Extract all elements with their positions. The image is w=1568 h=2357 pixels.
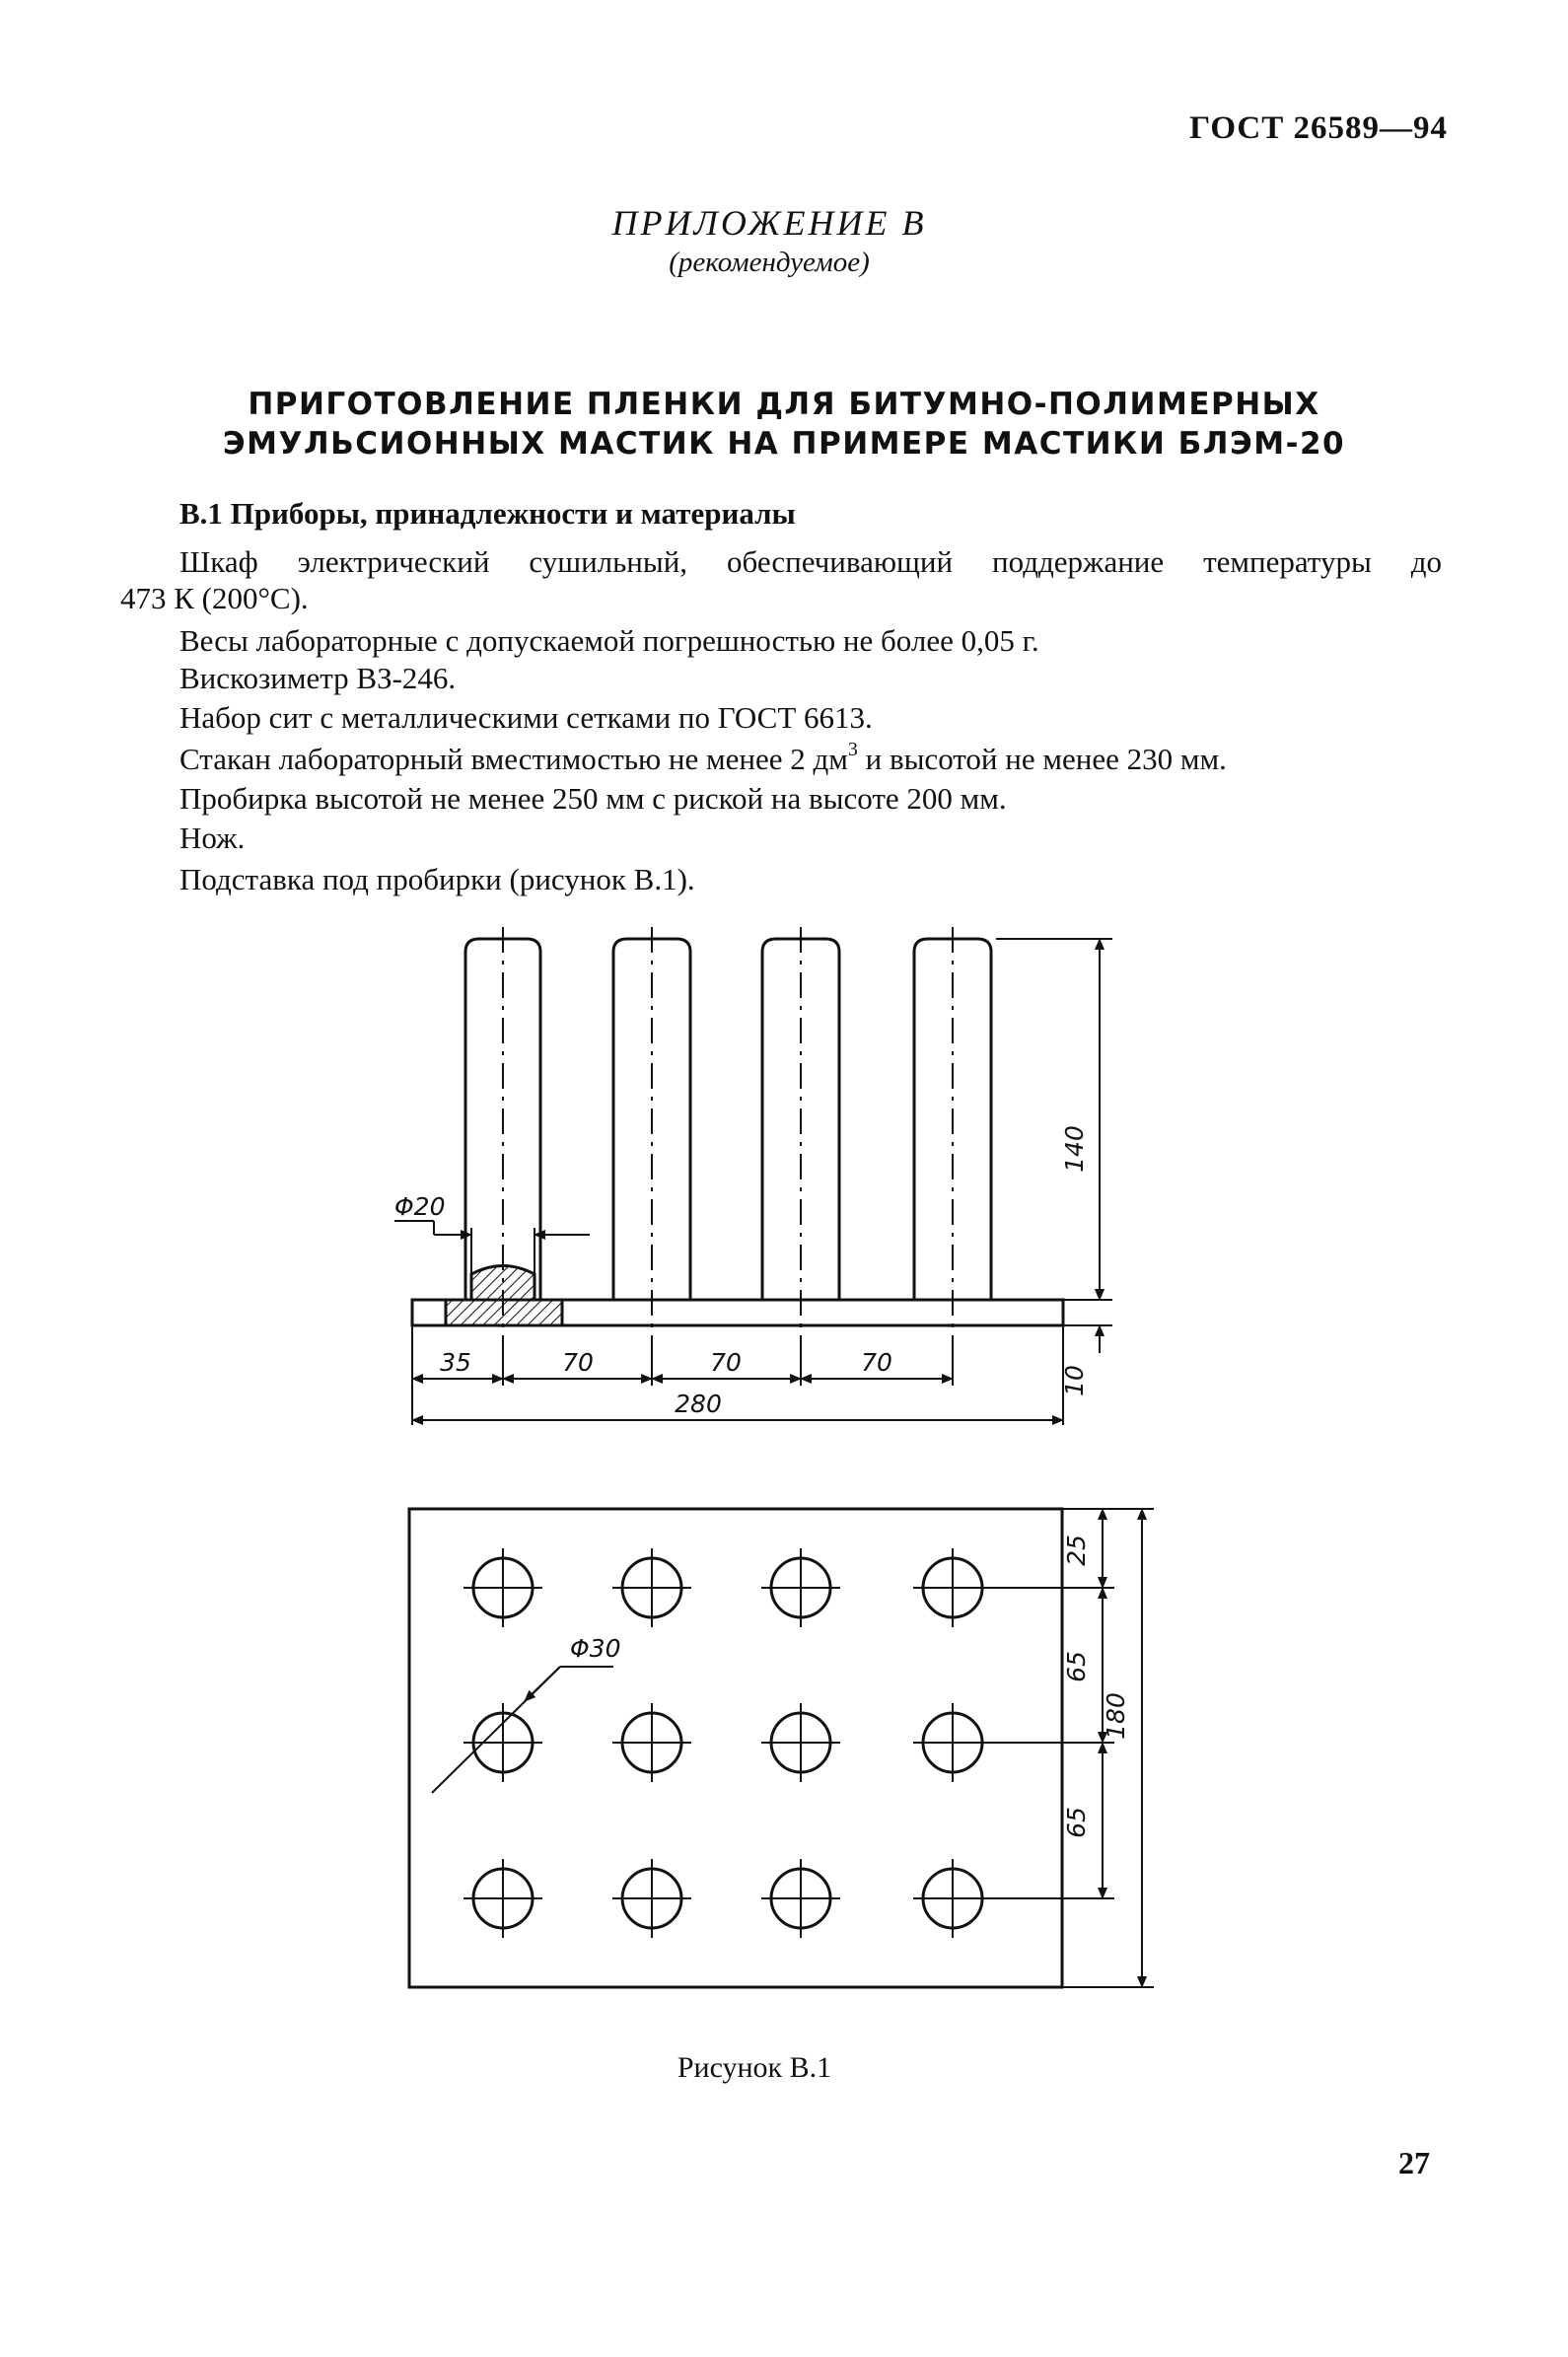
offset-label: 70 <box>562 1348 594 1377</box>
dimension-lines <box>394 939 1100 1420</box>
tube-diameter-label: Φ20 <box>394 1192 446 1221</box>
document-code: ГОСТ 26589—94 <box>1189 110 1448 146</box>
front-view <box>394 927 1112 1425</box>
hole-diameter-label: Φ30 <box>570 1634 621 1663</box>
equipment-item-dryer-cont: 473 К (200°С). <box>120 581 309 615</box>
equipment-item-beaker: Стакан лабораторный вместимостью не менее 2 $дм^3$ и высотой не менее 230 мм. <box>179 739 1227 776</box>
test-tubes <box>465 939 991 1300</box>
figure-caption: Рисунок В.1 <box>677 2051 832 2084</box>
main-title-line-1: ПРИГОТОВЛЕНИЕ ПЛЕНКИ ДЛЯ БИТУМНО-ПОЛИМЕРНЫХ <box>248 387 1320 422</box>
stand-plate-outline <box>409 1509 1062 1987</box>
offset-label: 70 <box>710 1348 742 1377</box>
equipment-item-dryer: Шкаф электрический сушильный, обеспечивающий поддержание температуры до <box>179 544 1442 579</box>
total-width-label: 180 <box>1102 1692 1130 1740</box>
section-heading: В.1 Приборы, принадлежности и материалы <box>179 496 796 531</box>
offset-label: 70 <box>861 1348 892 1377</box>
equipment-item-stand: Подставка под пробирки (рисунок В.1). <box>179 862 695 896</box>
centre-lines <box>503 927 953 1341</box>
holes <box>473 1558 982 1928</box>
equipment-item-test-tube: Пробирка высотой не менее 250 мм с риской на высоте 200 мм. <box>179 781 1007 816</box>
base-thickness-label: 10 <box>1060 1365 1089 1396</box>
edge-offset-label: 25 <box>1062 1535 1091 1566</box>
total-length-label: 280 <box>675 1390 722 1418</box>
top-view <box>409 1509 1154 1987</box>
top-view-dimension-lines <box>525 1509 1142 1987</box>
main-title-line-2: ЭМУЛЬСИОННЫХ МАСТИК НА ПРИМЕРЕ МАСТИКИ БЛЭМ-20 <box>222 426 1346 462</box>
page-number: 27 <box>1398 2145 1430 2180</box>
equipment-item-viscometer: Вискозиметр ВЗ-246. <box>179 661 457 695</box>
hole-centre-marks <box>463 1548 992 1938</box>
hole-diameter-leader <box>525 1667 560 1701</box>
height-label: 140 <box>1060 1125 1089 1173</box>
row-pitch-label: 65 <box>1062 1651 1091 1682</box>
top-view-extension-lines <box>432 1509 1154 1987</box>
row-pitch-label: 65 <box>1062 1807 1091 1838</box>
equipment-item-scales: Весы лабораторные с допускаемой погрешностью не более 0,05 г. <box>179 623 1039 658</box>
equipment-item-sieves: Набор сит с металлическими сетками по ГОСТ 6613. <box>179 700 873 735</box>
appendix-note: (рекомендуемое) <box>669 247 870 278</box>
equipment-item-knife: Нож. <box>179 821 246 855</box>
appendix-title: ПРИЛОЖЕНИЕ В <box>611 203 927 243</box>
offset-label: 35 <box>440 1348 471 1377</box>
